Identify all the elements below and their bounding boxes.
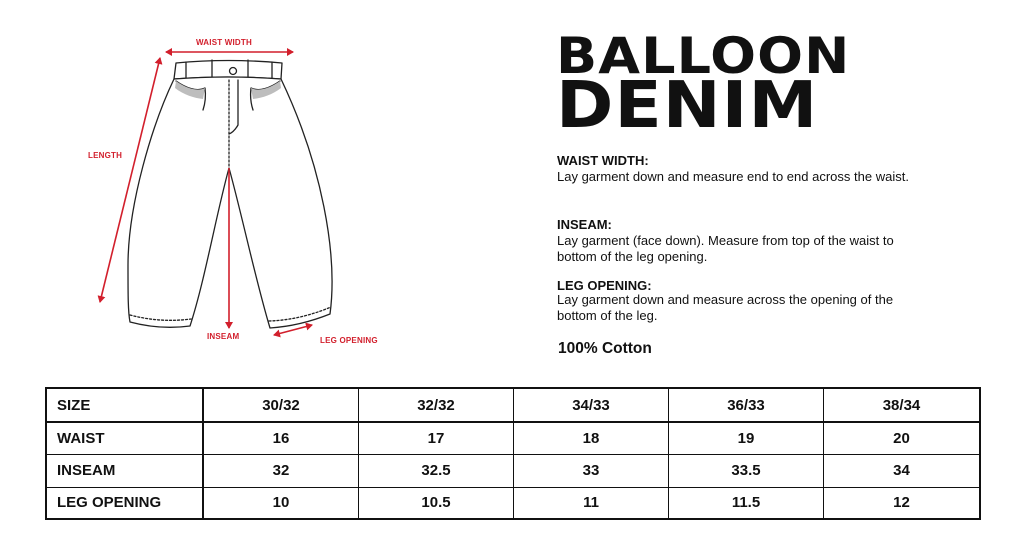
table-row-leg-opening bbox=[47, 488, 979, 518]
table-row-inseam bbox=[47, 455, 979, 487]
size-chart-table bbox=[45, 387, 981, 520]
table-cell: 30/32 bbox=[204, 389, 359, 423]
table-cell: 34/33 bbox=[514, 389, 669, 423]
table-cell: 38/34 bbox=[824, 389, 979, 423]
table-row-size bbox=[47, 389, 979, 423]
pants-outline bbox=[128, 77, 332, 328]
fabric-composition: 100% Cotton bbox=[558, 340, 652, 357]
table-cell: 20 bbox=[824, 423, 979, 455]
instruction-inseam bbox=[557, 217, 917, 265]
length-label: LENGTH bbox=[88, 151, 123, 160]
table-cell: 32/32 bbox=[359, 389, 514, 423]
instruction-waist-width bbox=[557, 153, 917, 185]
table-cell: 11.5 bbox=[669, 488, 824, 518]
table-cell: 36/33 bbox=[669, 389, 824, 423]
instruction-leg-opening bbox=[557, 279, 917, 324]
instruction-text: Lay garment (face down). Measure from top of the waist to bottom of the leg opening. bbox=[557, 233, 894, 264]
table-cell: 16 bbox=[204, 423, 359, 455]
table-cell: 10 bbox=[204, 488, 359, 518]
title-line-balloon: BALLOON bbox=[556, 27, 851, 85]
product-title bbox=[556, 27, 851, 143]
title-line-denim: DENIM bbox=[556, 69, 819, 143]
waist-width-label: WAIST WIDTH bbox=[196, 38, 252, 47]
table-cell: 32 bbox=[204, 455, 359, 487]
instruction-heading: WAIST WIDTH: bbox=[557, 153, 649, 168]
leg-opening-label: LEG OPENING bbox=[320, 336, 378, 345]
row-label: WAIST bbox=[47, 423, 204, 455]
row-label: SIZE bbox=[47, 389, 204, 423]
table-cell: 11 bbox=[514, 488, 669, 518]
table-cell: 33 bbox=[514, 455, 669, 487]
waistband bbox=[174, 61, 282, 80]
table-cell: 18 bbox=[514, 423, 669, 455]
row-label: INSEAM bbox=[47, 455, 204, 487]
instruction-text: Lay garment down and measure end to end across the waist. bbox=[557, 169, 909, 184]
pants-illustration bbox=[128, 60, 332, 328]
table-cell: 17 bbox=[359, 423, 514, 455]
instruction-text: Lay garment down and measure across the opening of the bottom of the leg. bbox=[557, 292, 894, 323]
inseam-label: INSEAM bbox=[207, 332, 240, 341]
pants-measurement-diagram bbox=[0, 0, 540, 380]
table-cell: 34 bbox=[824, 455, 979, 487]
table-cell: 32.5 bbox=[359, 455, 514, 487]
instruction-heading: INSEAM: bbox=[557, 217, 612, 232]
table-cell: 10.5 bbox=[359, 488, 514, 518]
table-row-waist bbox=[47, 423, 979, 455]
table-cell: 33.5 bbox=[669, 455, 824, 487]
instruction-heading: LEG OPENING: bbox=[557, 278, 652, 293]
table-cell: 12 bbox=[893, 494, 910, 512]
row-label: LEG OPENING bbox=[47, 488, 204, 518]
table-cell: 19 bbox=[669, 423, 824, 455]
